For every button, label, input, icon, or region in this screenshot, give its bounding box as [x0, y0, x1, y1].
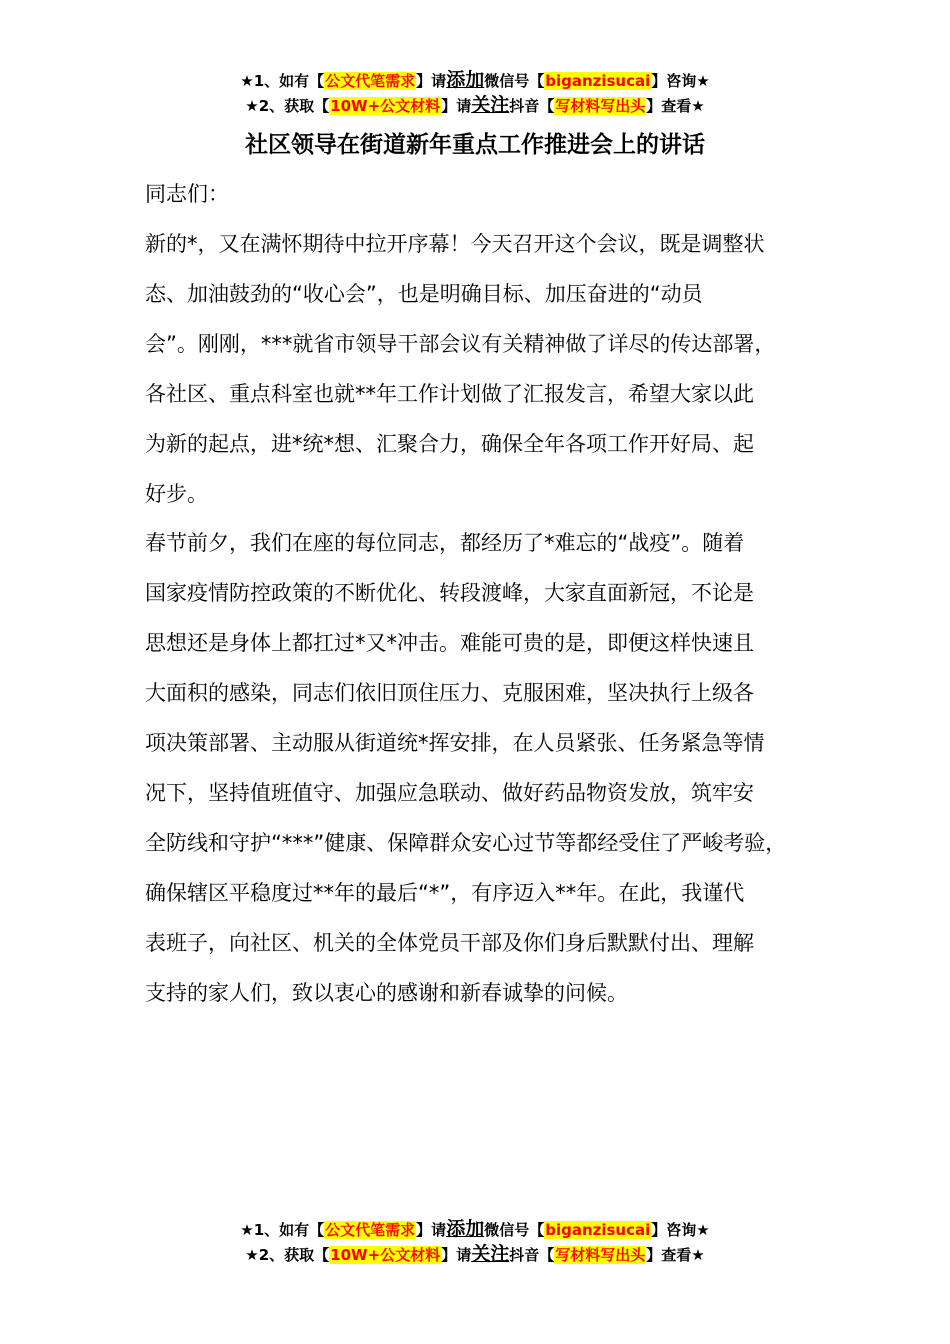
header-ad [0, 68, 950, 118]
text-line: 思想还是身体上都扛过*又*冲击。难能可贵的是，即便这样快速且 [145, 631, 754, 655]
text-line: 为新的起点，进*统*想、汇聚合力，确保全年各项工作开好局、起 [145, 432, 754, 456]
service-highlight: 公文代笔需求 [325, 1221, 416, 1239]
materials-highlight: 10W+公文材料 [330, 1246, 441, 1264]
text-line: 况下，坚持值班值守、加强应急联动、做好药品物资发放，筑牢安 [145, 781, 754, 805]
text-line: 新的*，又在满怀期待中拉开序幕！今天召开这个会议，既是调整状 [145, 232, 765, 256]
wechat-id: biganzisucai [545, 72, 651, 90]
douyin-id: 写材料写出头 [555, 1246, 646, 1264]
service-highlight: 公文代笔需求 [325, 72, 416, 90]
text-line: 表班子，向社区、机关的全体党员干部及你们身后默默付出、理解 [145, 931, 754, 955]
text-line: 全防线和守护“***”健康、保障群众安心过节等都经受住了严峻考验， [145, 831, 787, 855]
text-line: 确保辖区平稳度过**年的最后“*”，有序迈入**年。在此，我谨代 [145, 881, 745, 905]
footer-ad-line-1: ★1、如有【公文代笔需求】请添加微信号【biganzisucai】咨询★ [240, 1218, 710, 1240]
text-line: 会”。刚刚，***就省市领导干部会议有关精神做了详尽的传达部署， [145, 332, 776, 356]
text-line: 各社区、重点科室也就**年工作计划做了汇报发言，希望大家以此 [145, 382, 754, 406]
text-line: 支持的家人们，致以衷心的感谢和新春诚挚的问候。 [145, 981, 628, 1005]
text-line: 国家疫情防控政策的不断优化、转段渡峰，大家直面新冠，不论是 [145, 581, 754, 605]
text-line: 项决策部署、主动服从街道统*挥安排，在人员紧张、任务紧急等情 [145, 731, 765, 755]
text-line: 态、加油鼓劲的“收心会”，也是明确目标、加压奋进的“动员 [145, 282, 703, 306]
paragraph-2 [145, 518, 833, 1018]
footer-ad-line-2: ★2、获取【10W+公文材料】请关注抖音【写材料写出头】查看★ [245, 1243, 705, 1265]
header-ad-line-2: ★2、获取【10W+公文材料】请关注抖音【写材料写出头】查看★ [245, 94, 705, 116]
text-line: 大面积的感染，同志们依旧顶住压力、克服困难，坚决执行上级各 [145, 681, 754, 705]
header-ad-line-1: ★1、如有【公文代笔需求】请添加微信号【biganzisucai】咨询★ [240, 69, 710, 91]
materials-highlight: 10W+公文材料 [330, 97, 441, 115]
text-line: 春节前夕，我们在座的每位同志，都经历了*难忘的“战疫”。随着 [145, 531, 745, 555]
footer-ad [0, 1217, 950, 1267]
salutation: 同志们： [145, 182, 229, 206]
wechat-id: biganzisucai [545, 1221, 651, 1239]
douyin-id: 写材料写出头 [555, 97, 646, 115]
text-line: 好步。 [145, 482, 208, 506]
paragraph-1 [145, 219, 833, 519]
document-title: 社区领导在街道新年重点工作推进会上的讲话 [245, 132, 705, 158]
